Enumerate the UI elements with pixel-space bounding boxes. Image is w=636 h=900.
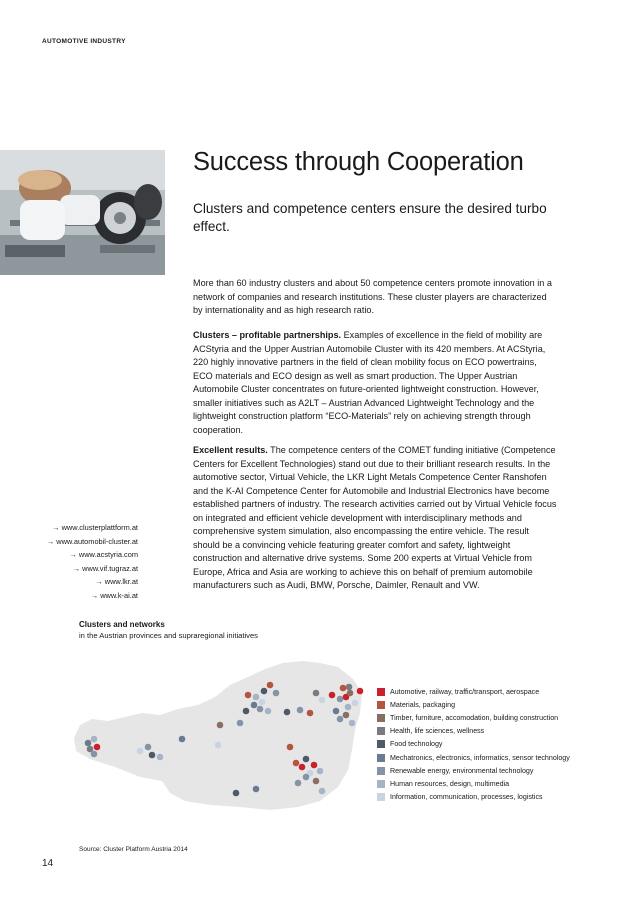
cluster-dot	[233, 790, 240, 797]
map-legend	[377, 685, 570, 804]
cluster-dot	[313, 778, 320, 785]
cluster-dot	[340, 685, 347, 692]
cluster-dot	[267, 682, 274, 689]
legend-item-food: Food technology	[377, 738, 570, 751]
engineer-photo	[0, 150, 165, 275]
section-label: AUTOMOTIVE INDUSTRY	[42, 38, 126, 45]
link-acstyria[interactable]: → www.acstyria.com	[69, 550, 138, 559]
figure-title: Clusters and networks	[79, 620, 165, 629]
figure-source: Source: Cluster Platform Austria 2014	[79, 846, 188, 853]
austria-map	[70, 655, 370, 825]
legend-item-automotive: Automotive, railway, traffic/transport, aerospace	[377, 685, 570, 698]
cluster-dot	[259, 699, 266, 706]
legend-swatch	[377, 767, 385, 775]
legend-swatch	[377, 701, 385, 709]
austria-map-shape	[74, 661, 362, 810]
link-list	[47, 521, 138, 602]
results-paragraph	[193, 444, 558, 593]
cluster-dot	[303, 756, 310, 763]
cluster-dot	[347, 690, 354, 697]
cluster-dot	[273, 690, 280, 697]
cluster-dot	[284, 709, 291, 716]
cluster-dot	[349, 720, 356, 727]
cluster-dot	[145, 744, 152, 751]
cluster-dot	[217, 722, 224, 729]
cluster-dot	[352, 700, 359, 707]
legend-item-timber: Timber, furniture, accomodation, building construction	[377, 711, 570, 724]
clusters-text: Examples of excellence in the field of mobility are ACStyria and the Upper Austrian Automobile Cluster with its 420 members. At ACStyria, 220 highly innovative partners in the field of clean mobility focus on ECO powertrains, ECO materials and ECO design as well as smart production. The Upper Austrian Automobile Cluster concentrates on future-oriented lightweight construction. However, smaller initiatives such as A2LT – Austrian Advanced Lightweight Technology and the lightweight construction platform “ECO-Materials” rely on achieving strength through cooperation.	[193, 330, 546, 435]
cluster-dot	[343, 712, 350, 719]
cluster-dot	[261, 688, 268, 695]
legend-item-ict: Information, communication, processes, logistics	[377, 791, 570, 804]
legend-item-energy: Renewable energy, environmental technology	[377, 764, 570, 777]
cluster-dot	[157, 754, 164, 761]
results-lead: Excellent results.	[193, 445, 268, 455]
figure-subtitle: in the Austrian provinces and supraregional initiatives	[79, 631, 258, 640]
cluster-dot	[337, 716, 344, 723]
link-vif[interactable]: → www.vif.tugraz.at	[72, 563, 138, 573]
legend-item-health: Health, life sciences, wellness	[377, 725, 570, 738]
legend-swatch	[377, 727, 385, 735]
cluster-dot	[257, 706, 264, 713]
legend-swatch	[377, 793, 385, 801]
cluster-dot	[251, 702, 258, 709]
cluster-dot	[85, 740, 92, 747]
link-k-ai[interactable]: → www.k-ai.at	[90, 590, 138, 600]
link-automobil-cluster[interactable]: → www.automobil-cluster.at	[46, 536, 138, 546]
intro-paragraph: More than 60 industry clusters and about 50 competence centers promote innovation in a network of companies and research institutions. These cluster players are characterized by internationality and as high research ratio.	[193, 278, 552, 315]
results-text: The competence centers of the COMET funding initiative (Competence Centers for Excellent Technologies) stand out due to their brilliant research results. In the automotive sector, Virtual Vehicle, the LKR Light Metals Competence Center Ranshofen and the K-AI Competence Center for Automobile and Industrial Electronics have become established partners of industry. The research activities carried out by Virtual Vehicle focus on integrated and efficient vehicle development with interdisciplinary methods and comprehensive system simulation, also encompassing the entire vehicle. The result should be a convincing vehicle featuring greater comfort and safety, lightweight construction and alternative drive systems. Some 200 experts at Virtual Vehicle from Europe, Africa and Asia are working to achieve this on behalf of premium automobile manufacturers such as Audi, BMW, Porsche, Daimler, Renault and VW.	[193, 445, 557, 590]
cluster-dot	[295, 780, 302, 787]
cluster-dot	[319, 697, 326, 704]
cluster-dot	[137, 748, 144, 755]
cluster-dot	[311, 762, 318, 769]
cluster-dot	[313, 690, 320, 697]
cluster-dot	[297, 707, 304, 714]
legend-swatch	[377, 754, 385, 762]
legend-item-mechatronics: Mechatronics, electronics, informatics, sensor technology	[377, 751, 570, 764]
cluster-dot	[287, 744, 294, 751]
cluster-dot	[337, 696, 344, 703]
legend-item-human-resources: Human resources, design, multimedia	[377, 777, 570, 790]
cluster-dot	[303, 774, 310, 781]
link-clusterplattform[interactable]: → www.clusterplattform.at	[52, 523, 138, 532]
cluster-dot	[245, 692, 252, 699]
cluster-dot	[345, 704, 352, 711]
cluster-dot	[307, 710, 314, 717]
clusters-paragraph	[193, 329, 558, 437]
cluster-dot	[346, 684, 353, 691]
cluster-dot	[299, 764, 306, 771]
article-subtitle: Clusters and competence centers ensure the desired turbo effect.	[193, 201, 547, 234]
cluster-dot	[94, 744, 101, 751]
cluster-dot	[243, 708, 250, 715]
cluster-dot	[319, 788, 326, 795]
cluster-dot	[317, 768, 324, 775]
page-number: 14	[42, 858, 54, 869]
cluster-dot	[253, 786, 260, 793]
cluster-dot	[149, 752, 156, 759]
cluster-dot	[333, 708, 340, 715]
legend-item-materials: Materials, packaging	[377, 698, 570, 711]
cluster-dot	[265, 708, 272, 715]
cluster-dot	[215, 742, 222, 749]
legend-swatch	[377, 688, 385, 696]
cluster-dot	[237, 720, 244, 727]
cluster-dot	[253, 694, 260, 701]
cluster-dot	[179, 736, 186, 743]
cluster-dot	[293, 760, 300, 767]
cluster-dot	[91, 736, 98, 743]
cluster-dot	[329, 692, 336, 699]
cluster-dot	[91, 751, 98, 758]
legend-swatch	[377, 780, 385, 788]
legend-swatch	[377, 714, 385, 722]
legend-swatch	[377, 740, 385, 748]
article-title: Success through Cooperation	[193, 148, 524, 176]
clusters-lead: Clusters – profitable partnerships.	[193, 330, 342, 340]
cluster-dot	[357, 688, 364, 695]
link-lkr[interactable]: → www.lkr.at	[95, 577, 138, 586]
